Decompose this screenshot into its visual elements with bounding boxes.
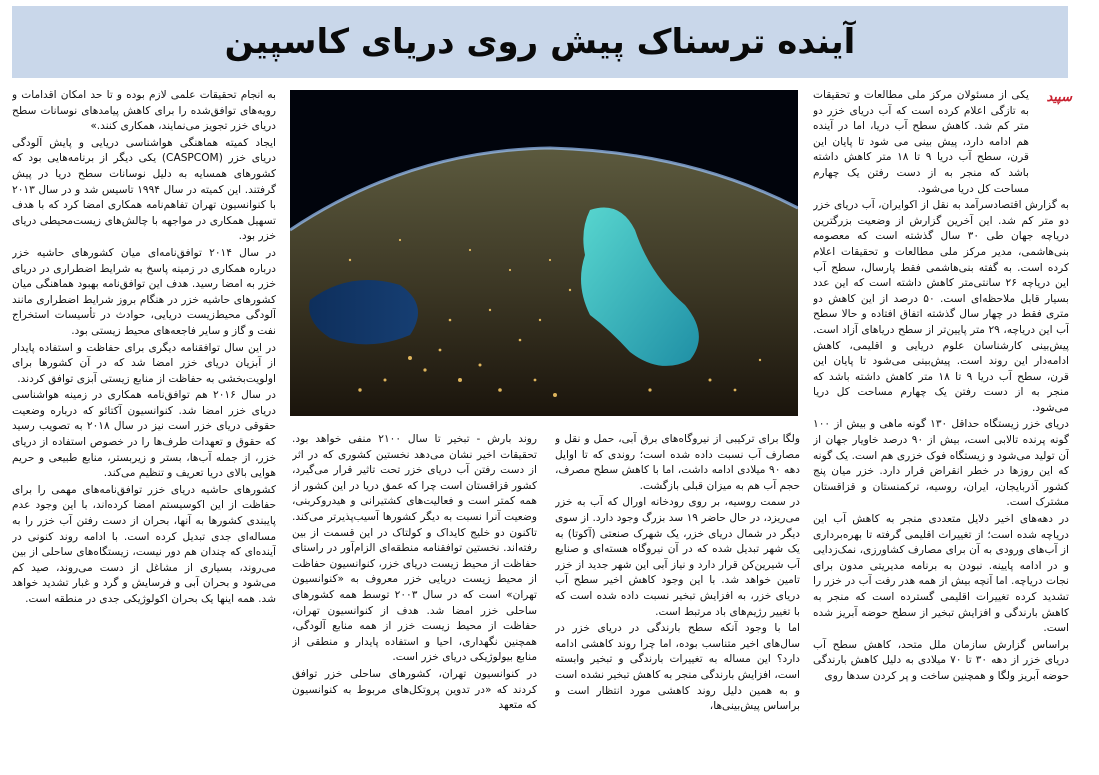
article-column-3: [292, 432, 537, 770]
satellite-night-photo: [290, 90, 798, 416]
paragraph: اما با وجود آنکه سطح بارندگی در دریای خزر در سال‌های اخیر متناسب بوده، اما چرا روند کاهشی ادامه دارد؟ این مساله به تغییرات بارندگی و تبخیر وابسته است، افزایش بارندگی منجر به کاهش تبخیر نشده است و به همین دلیل روند کاهشی مورد انتظار است و براساس پیش‌بینی‌ها،: [555, 622, 800, 713]
paragraph: در کنوانسیون تهران، کشورهای ساحلی خزر توافق کردند که «در تدوین پروتکل‌های مربوط به کنوانسیون که متعهد: [292, 667, 537, 712]
paragraph: براساس گزارش سازمان ملل متحد، کاهش سطح آب دریای خزر از دهه ۳۰ تا ۷۰ میلادی به دلیل کاهش بارندگی حوضه آبریز ولگا و همچنین ساخت و پر کردن سدها روی: [813, 638, 1069, 682]
caspian-satellite-image: [290, 90, 798, 416]
paragraph: در دهه‌های اخیر دلایل متعددی منجر به کاهش آب این دریاچه شده است؛ از تغییرات اقلیمی گرفته تا بهره‌برداری از آب‌های ورودی به آن برای مصارف کشاورزی، نمک‌زدایی و در ادامه پایینه. نبودن به برنامه مدیریتی مدون برای نجات دریاچه. اما آنچه بیش از همه هدر رفت آب در خزر را تشدید کرده تغییرات اقلیمی گسترده است که منجر به کاهش بارندگی و افزایش تبخیر از سطح حوضه آبریز شده است.: [813, 513, 1069, 635]
paragraph: در این سال توافقنامه دیگری برای حفاظت و استفاده پایدار از آبزیان دریای خزر امضا شد که در آن کشورها برای اولویت‌بخشی به حفاظت از منابع زیستی آبزی توافق کردند.: [12, 341, 276, 385]
paragraph: ولگا برای ترکیبی از نیروگاه‌های برق آبی، حمل و نقل و مصارف آب نسبت داده شده است؛ روندی که تا اوایل دهه ۹۰ میلادی ادامه داشت، اما با کاهش سطح مصرف، حجم آب هم به میزان قبلی بازگشت.: [555, 433, 800, 492]
headline: آینده ترسناک پیش روی دریای کاسپین: [224, 22, 856, 62]
paragraph: کشورهای حاشیه دریای خزر توافق‌نامه‌های مهمی را برای حفاظت از این اکوسیستم امضا کرده‌اند، با این وجود عدم پایبندی کشورها به آنها، بحران از دست رفتن آب خزر را به مساله‌ای جدی تبدیل کرده است. با ادامه روند کنونی در آینده‌ای که چندان هم دور نیست، زیستگاه‌های ساحلی از بین می‌روند، بسیاری از مشاغل از دست می‌روند، صید کم می‌شود و بحران آبی و فرسایش و گرد و غبار تشدید خواهد شد. همه اینها یک بحران اکولوژیکی جدی در منطقه است.: [12, 483, 276, 605]
brand-logo: سپید: [1046, 90, 1072, 105]
paragraph: ایجاد کمیته هماهنگی هواشناسی دریایی و پایش آلودگی دریای خزر (CASPCOM) یکی دیگر از برنامه‌هایی بود که کشورهای همسایه به دلیل نوسانات سطح دریا در پیش گرفتند. این کمیته در سال ۱۹۹۴ تاسیس شد و در سال ۲۰۱۳ با کنوانسیون تهران تفاهم‌نامه همکاری امضا کرد که با هدف تسهیل همکاری در مواجهه با چالش‌های زیست‌محیطی دریای خزر بود.: [12, 136, 276, 243]
paragraph: دریای خزر زیستگاه حداقل ۱۳۰ گونه ماهی و بیش از ۱۰۰ گونه پرنده تالابی است، بیش از ۹۰ درصد خاویار جهان از آن تولید می‌شود و زیستگاه فوک خزری هم است. یک گونه که این روزها در خطر انقراض قرار دارد. خزر میان پنج کشور آذربایجان، ایران، روسیه، ترکمنستان و قزاقستان مشترک است.: [813, 418, 1069, 509]
paragraph: در سال ۲۰۱۶ هم توافق‌نامه همکاری در زمینه هواشناسی دریای خزر امضا شد. کنوانسیون آکتائو که درباره وضعیت حقوقی دریای خزر است نیز در سال ۲۰۱۸ به تصویب رسید که حقوق و تعهدات طرف‌ها را در خصوص استفاده از دریای خزر، از جمله آب‌ها، بستر و زیربستر، منابع طبیعی و حریم هوایی بالای دریا تعریف و تنظیم می‌کند.: [12, 389, 276, 480]
paragraph: به انجام تحقیقات علمی لازم بوده و تا حد امکان اقدامات و رویه‌های توافق‌شده را برای کاهش پیامدهای نوسانات سطح دریای خزر تجویز می‌نمایند، همکاری کنند.»: [12, 89, 276, 133]
paragraph: در سال ۲۰۱۴ توافق‌نامه‌ای میان کشورهای حاشیه خزر درباره همکاری در زمینه پاسخ به شرایط اضطراری در دریای خزر به امضا رسید. هدف این توافق‌نامه بهبود هماهنگی میان کشورهای حاشیه خزر در هنگام بروز شرایط اضطراری مانند آلودگی محیط‌زیست دریایی، حوادث در تأسیسات استخراج نفت و گاز و سایر فاجعه‌های محیط زیستی بود.: [12, 246, 276, 337]
headline-banner: [12, 6, 1068, 78]
paragraph: روند بارش - تبخیر تا سال ۲۱۰۰ منفی خواهد بود. تحقیقات اخیر نشان می‌دهد نخستین کشوری که در اثر از دست رفتن آب دریای خزر تحت تاثیر قرار می‌گیرد، کشور قزاقستان است چرا که عمق دریا در این کشور از همه کمتر است و فعالیت‌های کشتیرانی و هیدروکربنی، وضعیت آنرا نسبت به دیگر کشورها آسیب‌پذیرتر می‌کند. تاکنون دو خلیج کایداک و کولتاک در این قسمت از بین رفته‌اند. نخستین توافقنامه منطقه‌ای الزام‌آور در راستای حفاظت از محیط زیست دریای خزر، کنوانسیون حفاظت از محیط زیست دریایی خزر معروف به «کنوانسیون تهران» است که در سال ۲۰۰۳ توسط همه کشورهای ساحلی خزر امضا شد. هدف از کنوانسیون تهران، حفاظت از محیط زیست خزر از همه منابع آلودگی، همچنین نگهداری، احیا و استفاده پایدار و منطقی از منابع بیولوژیکی دریای خزر است.: [292, 433, 537, 664]
paragraph: به گزارش اقتصادسرآمد به نقل از اکوایران، آب دریای خزر دو متر کم شد. این آخرین گزارش از وضعیت بزرگترین دریاچه جهان طی ۳۰ سال گذشته است که معصومه بنی‌هاشمی، مدیر مرکز ملی مطالعات و تحقیقات اعلام کرده است. به گفته بنی‌هاشمی فقط پارسال، سطح آب این دریاچه ۲۶ سانتی‌متر کاهش داشته است که این عدد بسیار قابل ملاحظه‌ای است. ۵۰ درصد از این کاهش دو متری فقط در چهار سال گذشته اتفاق افتاده و حالا سطح آب این دریاچه، ۲۹ متر پایین‌تر از سطح دریاهای آزاد است. پیش‌بینی کارشناسان علوم دریایی و اقلیمی، کاهش ادامه‌دار این روند است. پیش‌بینی می‌شود تا پایان این قرن، سطح آب دریا ۹ تا ۱۸ متر کاهش داشته باشد که منجر به از دست رفتن یک چهارم مساحت کل دریا می‌شود.: [813, 199, 1069, 414]
paragraph: در سمت روسیه، بر روی رودخانه اورال که آب به خزر می‌ریزد، در حال حاضر ۱۹ سد بزرگ وجود دارد. از سوی دیگر در شمال دریای خزر، یک شهرک صنعتی (آکوتا) به یک شهر تبدیل شده که در آن نیروگاه هسته‌ای و صنایع آب شیرین‌کن قرار دارد و نیاز آبی این شهر جدید از خزر تامین خواهد شد. با این وجود کاهش اخیر سطح آب دریای خزر، به افزایش تبخیر نسبت داده شده است که با تغییر رژیم‌های باد مرتبط است.: [555, 496, 800, 618]
article-column-1: [813, 88, 1069, 770]
paragraph: یکی از مسئولان مرکز ملی مطالعات و تحقیقات به تازگی اعلام کرده است که آب دریای خزر دو متر کم شد. کاهش سطح آب دریا، اما در آینده هم ادامه دارد، پیش بینی می شود تا پایان این قرن، سطح آب دریا ۹ تا ۱۸ متر کاهش داشته باشد که منجر به از دست رفتن یک چهارم مساحت کل دریا می‌شود.: [813, 89, 1029, 195]
article-column-2: [555, 432, 800, 770]
article-column-4: [12, 88, 276, 770]
